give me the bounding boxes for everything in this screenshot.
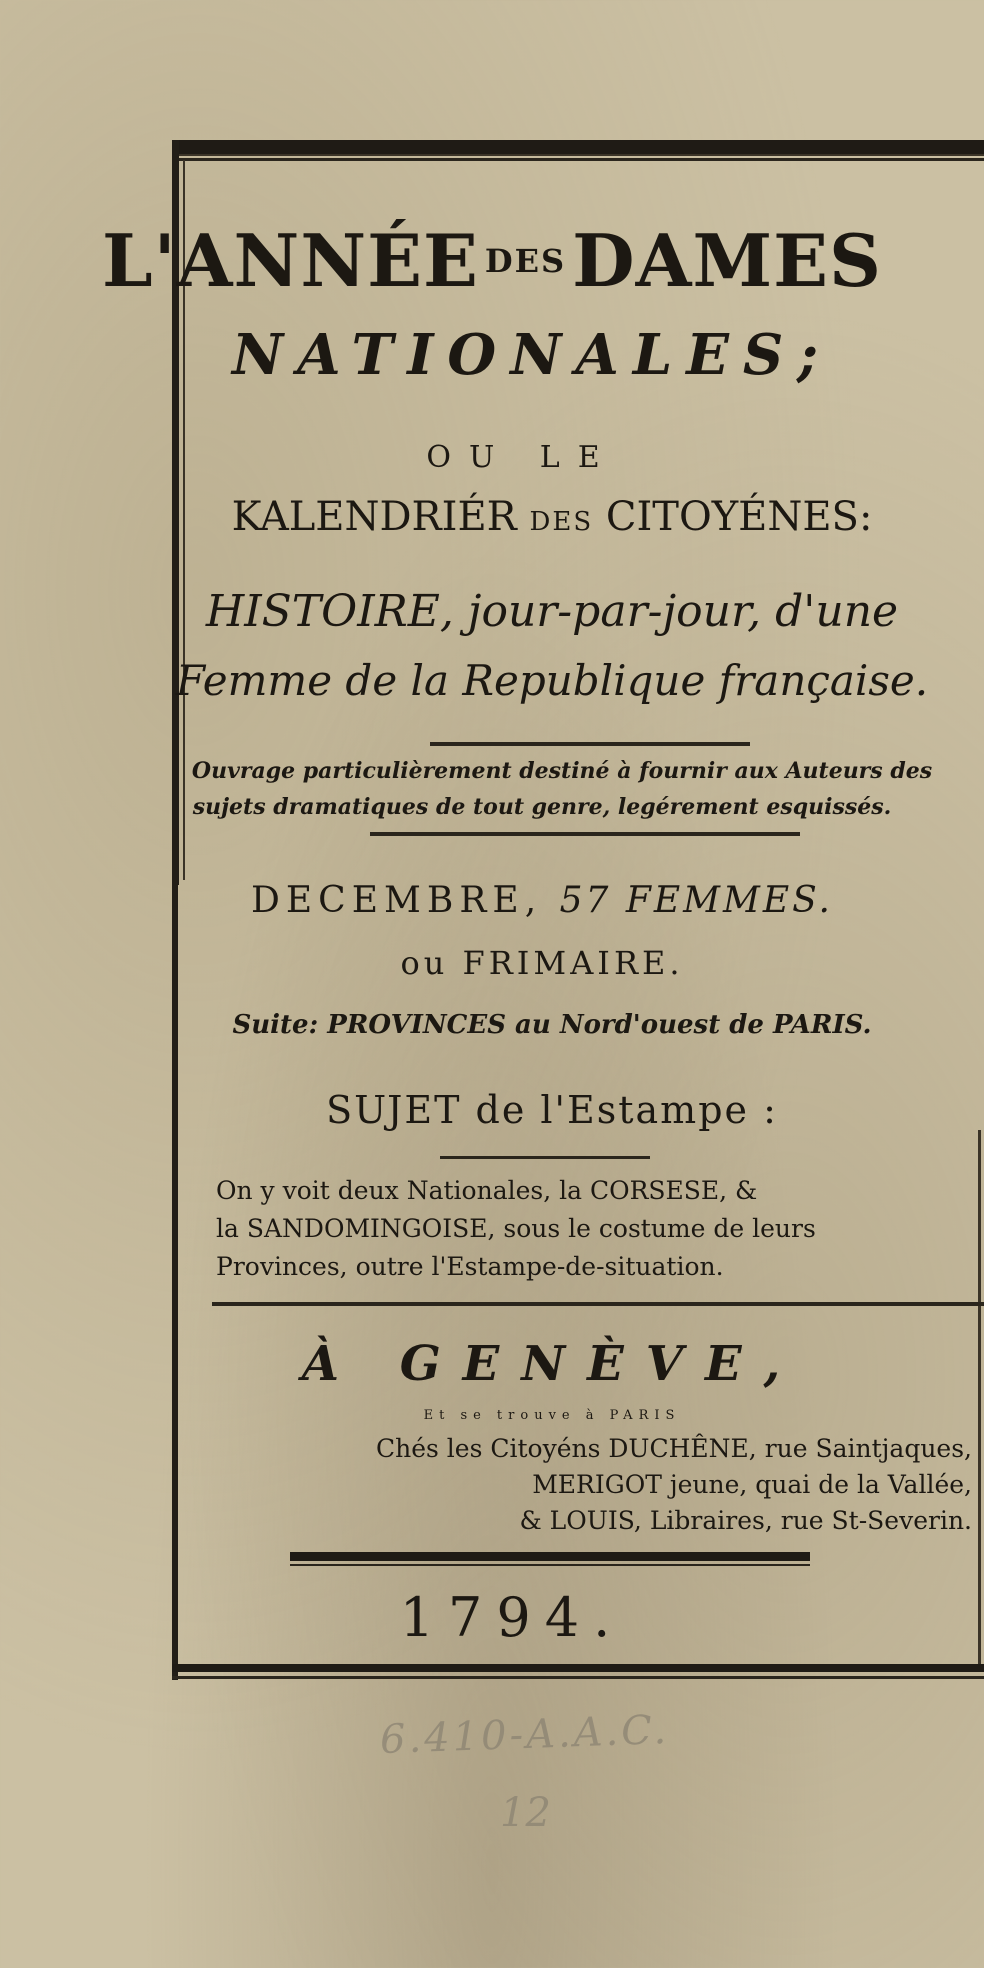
title-ou-le: OU LE xyxy=(426,440,618,475)
title-kalendrier: KALENDRIÉR xyxy=(231,494,517,540)
estampe-line-3: Provinces, outre l'Estampe-de-situation. xyxy=(216,1252,724,1281)
month-line xyxy=(0,880,984,921)
title-dames: DAMES xyxy=(572,218,883,303)
estampe-line-1: On y voit deux Nationales, la CORSESE, & xyxy=(216,1176,758,1205)
separator-rule-3 xyxy=(440,1156,650,1159)
top-border-rule xyxy=(178,140,984,156)
separator-rule-5-thin xyxy=(290,1564,810,1566)
imprint-line-3: & LOUIS, Libraires, rue St-Severin. xyxy=(519,1506,972,1535)
estampe-heading: SUJET de l'Estampe : xyxy=(326,1088,778,1132)
histoire-line-2: Femme de la Republique française. xyxy=(175,656,929,705)
title-line-kalendrier xyxy=(0,494,984,540)
handwritten-shelfmark: 6.410-A.A.C. xyxy=(379,1706,670,1764)
title-citoyenes: CITOYÉNES: xyxy=(605,494,873,540)
separator-rule-5 xyxy=(290,1552,810,1561)
imprint-line-1: Chés les Citoyéns DUCHÊNE, rue Saintjaques, xyxy=(376,1434,972,1463)
imprint-year: 1794. xyxy=(399,1586,625,1649)
title-des: DES xyxy=(484,242,567,280)
imprint-et: Et se trouve à PARIS xyxy=(423,1408,681,1423)
histoire-line-1: HISTOIRE, jour-par-jour, d'une xyxy=(205,586,899,637)
month-suite: Suite: PROVINCES au Nord'ouest de PARIS. xyxy=(232,1010,872,1040)
month-decembre: DECEMBRE, xyxy=(251,880,543,921)
separator-rule-1 xyxy=(430,742,750,746)
imprint-city: À GENÈVE, xyxy=(301,1336,803,1392)
estampe-line-2: la SANDOMINGOISE, sous le costume de leurs xyxy=(216,1214,816,1243)
bottom-border-thin-rule xyxy=(172,1676,984,1679)
title-line-1 xyxy=(0,218,984,303)
left-border-lower-rule xyxy=(172,880,178,1680)
separator-rule-4 xyxy=(212,1302,984,1306)
handwritten-number: 12 xyxy=(500,1790,551,1836)
title-des-2: DES xyxy=(529,507,594,537)
bottom-border-rule xyxy=(172,1664,984,1672)
month-count: 57 FEMMES. xyxy=(559,880,833,921)
imprint-line-2: MERIGOT jeune, quai de la Vallée, xyxy=(532,1470,972,1499)
separator-rule-2 xyxy=(370,832,800,836)
title-nationales: NATIONALES; xyxy=(231,322,833,388)
title-annee: L'ANNÉE xyxy=(101,218,479,303)
subtitle-line-1: Ouvrage particulièrement destiné à fournir aux Auteurs des xyxy=(191,758,933,784)
subtitle-line-2: sujets dramatiques de tout genre, legérement esquissés. xyxy=(192,794,892,820)
top-border-thin-rule xyxy=(178,158,984,161)
month-frimaire: ou FRIMAIRE. xyxy=(400,944,684,982)
